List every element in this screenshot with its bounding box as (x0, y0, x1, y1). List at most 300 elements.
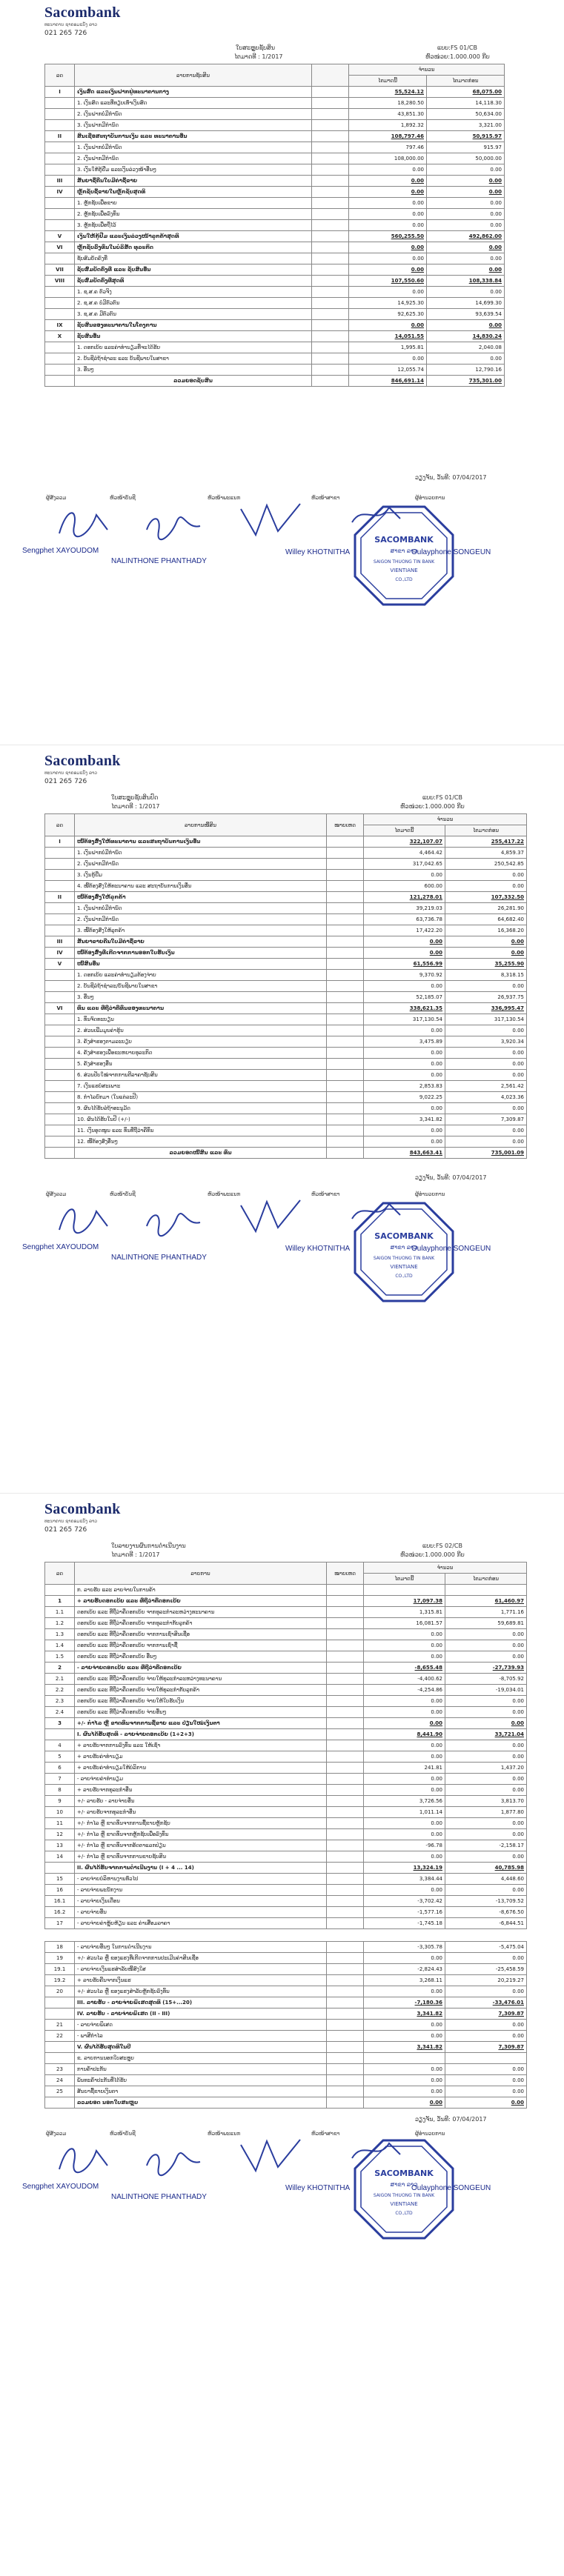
row-prev-period (445, 1585, 527, 1596)
row-note (312, 331, 349, 342)
col-header-prev-period: ໄຕມາດກ່ອນ (445, 1574, 527, 1585)
row-note (327, 2064, 364, 2075)
row-this-period: 0.00 (364, 1774, 445, 1785)
row-note (312, 120, 349, 131)
row-this-period: 0.00 (349, 220, 427, 231)
row-note (327, 1618, 364, 1629)
row-item: + ລາຍຮັບຈາກການລົງທຶນ ແລະ ໃຫ້ເຊົ່າ (75, 1740, 327, 1751)
row-item: 7. ເງິນແຮບໍ່ສະເພາະ (75, 1081, 327, 1092)
row-prev-period: 0.00 (445, 1785, 527, 1796)
row-item: ດອກເບ້ຍ ແລະ ທີ່ຖືວ່າຄືດອກເບ້ຍ ຈາກທຸລະກຳກັບລູກຄ້າ (75, 1618, 327, 1629)
table-row (45, 1663, 527, 1674)
row-prev-period: 0.00 (445, 1629, 527, 1640)
row-no: 19 (45, 1953, 75, 1964)
row-prev-period: -25,458.59 (445, 1964, 527, 1975)
row-this-period: 0.00 (364, 1059, 445, 1070)
row-note (327, 1874, 364, 1885)
row-prev-period: 0.00 (445, 1953, 527, 1964)
table-row (45, 353, 505, 365)
row-this-period: 0.00 (364, 1953, 445, 1964)
row-item: +/- ກຳໄລ ຫຼື ຂາດທຶນຈາກການຂາຍຊັບສິນ (75, 1851, 327, 1863)
row-this-period: 108,000.00 (349, 153, 427, 164)
col-header-this-period: ໄຕມາດນີ້ (349, 76, 427, 87)
row-note (312, 253, 349, 264)
svg-text:VIENTIANE: VIENTIANE (390, 1264, 418, 1270)
row-this-period: 3,475.89 (364, 1036, 445, 1048)
row-note (312, 342, 349, 353)
row-no: 1.4 (45, 1640, 75, 1651)
row-item: 2. ບັນຊີລໍຖ້າຊຳລະ/ບັນຊີພາຍໃນສາຂາ (75, 981, 327, 992)
report-title: ໃບສະຫຼຸບຊັບສິນ (236, 44, 275, 51)
report-date: ວຽງຈັນ, ວັນທີ: 07/04/2017 (415, 2116, 487, 2123)
row-note (327, 1114, 364, 1125)
row-prev-period: 1,437.20 (445, 1763, 527, 1774)
col-header-item: ລາຍການຊັບສິນ (75, 64, 312, 87)
row-item: ດອກເບ້ຍ ແລະ ທີ່ຖືວ່າຄືດອກເບ້ຍ ຈ່າຍໃຫ້ໃບຮັບເງິນ (75, 1696, 327, 1707)
row-note (327, 1807, 364, 1818)
row-note (327, 1796, 364, 1807)
row-prev-period: 0.00 (445, 1851, 527, 1863)
signature-chief-accountant (141, 507, 208, 548)
row-this-period: 0.00 (364, 1103, 445, 1114)
sig-label-chief-accountant: ຫົວໜ້າບັນຊີ (110, 1191, 136, 1197)
row-this-period: 8,441.90 (364, 1729, 445, 1740)
row-prev-period: 492,862.00 (427, 231, 505, 242)
sig-label-director: ຜູ້ອຳນວຍການ (415, 2131, 445, 2137)
row-this-period: 0.00 (364, 948, 445, 959)
row-prev-period: 1,877.80 (445, 1807, 527, 1818)
row-this-period: -8,655.48 (364, 1663, 445, 1674)
table-row (45, 109, 505, 120)
table-row (45, 1070, 527, 1081)
row-prev-period: 0.00 (445, 2086, 527, 2097)
row-this-period: 9,370.92 (364, 970, 445, 981)
row-no: IV (45, 187, 75, 198)
row-this-period: 241.81 (364, 1763, 445, 1774)
row-item: ລວມຍອດ ນອກໃບສະຫຼຸບ (75, 2097, 327, 2109)
table-row (45, 331, 505, 342)
row-this-period: 0.00 (364, 936, 445, 948)
row-prev-period: 0.00 (427, 264, 505, 276)
row-item: ດອກເບ້ຍ ແລະ ທີ່ຖືວ່າຄືດອກເບ້ຍ ຈາກການເຊົ່າສິນເຊື່ອ (75, 1629, 327, 1640)
row-prev-period: 8,318.15 (445, 970, 527, 981)
row-no: 1.1 (45, 1607, 75, 1618)
row-item: 3. ໜີ້ຕ້ອງສົ່ງໃຫ້ລູກຄ້າ (75, 925, 327, 936)
row-item: +/- ກຳໄລ ຫຼື ຂາດທຶນຈາກຫຼັກຊັບເພື່ອລົງທຶນ (75, 1829, 327, 1840)
row-note (327, 1059, 364, 1070)
row-item: ກ. ລາຍຮັບ ແລະ ລາຍຈ່າຍໃນການຄ້າ (75, 1585, 327, 1596)
assets-table (44, 64, 505, 387)
table-row (45, 1618, 527, 1629)
table-row (45, 2020, 527, 2031)
row-prev-period: 250,542.85 (445, 859, 527, 870)
row-item: 3. ເງິນກູ້ຢືມ (75, 870, 327, 881)
row-item: +/- ລາຍຮັບຈາກທຸລະກຳອື່ນ (75, 1807, 327, 1818)
row-this-period: 0.00 (364, 1696, 445, 1707)
row-prev-period: 0.00 (445, 1751, 527, 1763)
row-item: 2. ຫຼັກຊັບເພື່ອລົງທຶນ (75, 209, 312, 220)
table-row (45, 1718, 527, 1729)
row-note (312, 365, 349, 376)
row-note (312, 109, 349, 120)
sig-label-branch-head: ຫົວໜ້າສາຂາ (311, 1191, 340, 1197)
row-note (327, 914, 364, 925)
row-item: 1. ຊ.ສ.ຄ ຕົວຈິງ (75, 287, 312, 298)
row-no: 2.2 (45, 1685, 75, 1696)
row-item: +/- ລາຍຮັບ - ລາຍຈ່າຍອື່ນ (75, 1796, 327, 1807)
row-this-period: 92,625.30 (349, 309, 427, 320)
row-prev-period: 16,368.20 (445, 925, 527, 936)
svg-text:SACOMBANK: SACOMBANK (374, 535, 434, 545)
row-this-period: 0.00 (364, 1651, 445, 1663)
row-prev-period: 0.00 (427, 209, 505, 220)
row-this-period: 4,464.42 (364, 848, 445, 859)
row-note (327, 1953, 364, 1964)
row-note (312, 209, 349, 220)
row-item: ດອກເບ້ຍ ແລະ ທີ່ຖືວ່າຄືດອກເບ້ຍ ຈາກການເຊົ່າຊື້ (75, 1640, 327, 1651)
table-row (45, 153, 505, 164)
row-note (312, 187, 349, 198)
row-this-period: 317,130.54 (364, 1014, 445, 1025)
row-no: 4 (45, 1740, 75, 1751)
row-no (45, 1729, 75, 1740)
sig-label-preparer: ຜູ້ສັງລວມ (46, 2131, 67, 2137)
row-note (312, 287, 349, 298)
row-note (312, 309, 349, 320)
row-this-period: 3,726.56 (364, 1796, 445, 1807)
signer-name-director: Oulayphone SONGEUN (411, 548, 491, 556)
total-this-period: 843,663.41 (364, 1148, 445, 1159)
signature-preparer (52, 2140, 119, 2180)
row-prev-period: 0.00 (445, 1651, 527, 1663)
row-item: 10. ຜົນໄດ້ຮັບໃນປີ (+/-) (75, 1114, 327, 1125)
col-header-no: ລດ (45, 1562, 75, 1585)
row-item: ທຶນ ແລະ ທີ່ຖືວ່າຄືທຶນຂອງທະນາຄານ (75, 1003, 327, 1014)
row-no (45, 1036, 75, 1048)
row-no (45, 98, 75, 109)
row-note (327, 1674, 364, 1685)
row-no: VIII (45, 276, 75, 287)
table-row (45, 164, 505, 176)
table-row (45, 253, 505, 264)
table-row (45, 1707, 527, 1718)
row-prev-period: 0.00 (427, 320, 505, 331)
table-row (45, 120, 505, 131)
row-this-period: -96.78 (364, 1840, 445, 1851)
table-row (45, 1081, 527, 1092)
row-item: - ພາສີກຳໄລ (75, 2031, 327, 2042)
row-no: 19.2 (45, 1975, 75, 1986)
table-row (45, 1125, 527, 1136)
row-this-period: 0.00 (349, 209, 427, 220)
bank-phone: 021 265 726 (44, 30, 87, 37)
row-item: ຂ. ລາຍການນອກໃບສະຫຼຸບ (75, 2053, 327, 2064)
row-item: +/- ສ່ວນໄລ ຫຼື ຂອງແຮງທີ່ເກີດຈາກການປະເມີນຄ່າສິນເຊື່ອ (75, 1953, 327, 1964)
row-no: VI (45, 242, 75, 253)
row-this-period: 0.00 (364, 1048, 445, 1059)
row-item: 1. ເງິນຝາກບໍ່ມີກຳນົດ (75, 903, 327, 914)
row-this-period: 322,107.07 (364, 836, 445, 848)
row-no: 16.1 (45, 1896, 75, 1907)
row-prev-period: 0.00 (427, 176, 505, 187)
row-no: 20 (45, 1986, 75, 1997)
row-item: 3. ຫຼັກຊັບເພື່ອຖືໄວ້ (75, 220, 312, 231)
row-no: IX (45, 320, 75, 331)
row-no: 11 (45, 1818, 75, 1829)
row-this-period: 55,524.12 (349, 87, 427, 98)
row-item: 3. ເງິນໃຫ້ກູ້ຢືມ ແລະເງິນລ່ວງໜ້າອື່ນໆ (75, 164, 312, 176)
row-item: 2. ບັນຊີລໍຖ້າຊຳລະ ແລະ ບັນຊີພາຍໃນສາຂາ (75, 353, 312, 365)
row-item: 2. ຊ.ສ.ຄ ບໍ່ມີຕົວຕົນ (75, 298, 312, 309)
row-note (327, 1148, 364, 1159)
table-row (45, 1885, 527, 1896)
table-row (45, 2008, 527, 2020)
row-note (327, 2031, 364, 2042)
table-row (45, 881, 527, 892)
row-prev-period: 0.00 (445, 981, 527, 992)
signer-name-chief-accountant: NALINTHONE PHANTHADY (111, 1254, 207, 1262)
row-this-period: 0.00 (364, 1718, 445, 1729)
table-row (45, 1942, 527, 1953)
table-row (45, 1092, 527, 1103)
row-this-period: 1,315.81 (364, 1607, 445, 1618)
row-this-period: 0.00 (349, 353, 427, 365)
row-this-period: -1,577.16 (364, 1907, 445, 1918)
row-no (45, 1997, 75, 2008)
table-row (45, 2097, 527, 2109)
row-no: VI (45, 1003, 75, 1014)
row-this-period: 0.00 (364, 1986, 445, 1997)
table-row (45, 1103, 527, 1114)
row-prev-period: 14,830.24 (427, 331, 505, 342)
row-no: X (45, 331, 75, 342)
row-this-period: 0.00 (349, 253, 427, 264)
row-no (45, 253, 75, 264)
row-prev-period: 61,460.97 (445, 1596, 527, 1607)
row-prev-period: 7,309.87 (445, 2008, 527, 2020)
table-row (45, 309, 505, 320)
row-this-period: 0.00 (364, 1751, 445, 1763)
row-no (45, 309, 75, 320)
row-no (45, 365, 75, 376)
row-item: - ລາຍຈ່າຍເງິນເດືອນ (75, 1896, 327, 1907)
bank-logo-subtitle: ທະນາຄານ ຊາຄອມແບັງ ລາວ (44, 22, 98, 27)
row-item: 12. ໜີ້ຕ້ອງສົ່ງອື່ນໆ (75, 1136, 327, 1148)
row-note (327, 1740, 364, 1751)
row-this-period: -7,180.36 (364, 1997, 445, 2008)
row-item: ໜີ້ຕ້ອງສົ່ງໃຫ້ທະນາຄານ ແລະສະຖາບັນການເງິນອື່ນ (75, 836, 327, 848)
row-this-period: 560,255.50 (349, 231, 427, 242)
row-this-period: 0.00 (364, 1829, 445, 1840)
row-prev-period: 14,118.30 (427, 98, 505, 109)
row-prev-period: 0.00 (445, 1740, 527, 1751)
row-prev-period: 0.00 (445, 2075, 527, 2086)
row-note (312, 142, 349, 153)
row-no (45, 1059, 75, 1070)
bank-logo-subtitle: ທະນາຄານ ຊາຄອມແບັງ ລາວ (44, 1519, 98, 1524)
total-prev-period: 735,001.09 (445, 1148, 527, 1159)
row-item: ສັນຍາຂາຍຄືນໃບມີຄ່າຊື້ຂາຍ (75, 936, 327, 948)
row-this-period: 63,736.78 (364, 914, 445, 925)
row-no (45, 903, 75, 914)
table-row (45, 98, 505, 109)
income-table-continued (44, 1941, 527, 2109)
row-note (312, 264, 349, 276)
row-item: + ລາຍຮັບຄືນຈາກເງິນແຮ (75, 1975, 327, 1986)
row-note (327, 2020, 364, 2031)
row-item: ຫຼັກຊັບລົງທຶນໃນບໍລິສັດ ທຸລະກິດ (75, 242, 312, 253)
row-prev-period: 7,309.87 (445, 2042, 527, 2053)
signer-name-preparer: Sengphet XAYOUDOM (22, 1243, 99, 1251)
row-this-period: 14,925.30 (349, 298, 427, 309)
table-row (45, 320, 505, 331)
row-note (327, 1729, 364, 1740)
row-this-period: 0.00 (364, 1025, 445, 1036)
table-row (45, 936, 527, 948)
row-no (45, 1103, 75, 1114)
signature-chief-accountant (141, 1204, 208, 1245)
total-label: ລວມຍອດຊັບສິນ (75, 376, 312, 387)
table-row (45, 1059, 527, 1070)
row-no: 15 (45, 1874, 75, 1885)
row-item: 3. ຄັງສຳຮອງຕາມລະບຽບ (75, 1036, 327, 1048)
row-note (327, 1036, 364, 1048)
table-row (45, 1640, 527, 1651)
row-this-period: 0.00 (349, 320, 427, 331)
signature-department-head (237, 2134, 311, 2178)
sig-label-preparer: ຜູ້ສັງລວມ (46, 495, 67, 501)
row-this-period: -2,824.43 (364, 1964, 445, 1975)
row-note (327, 1136, 364, 1148)
row-item: 2. ສ່ວນເພີ່ມມູນຄ່າຮຸ້ນ (75, 1025, 327, 1036)
row-this-period: 17,097.38 (364, 1596, 445, 1607)
row-prev-period: 0.00 (445, 1774, 527, 1785)
row-no: 23 (45, 2064, 75, 2075)
signer-name-director: Oulayphone SONGEUN (411, 1245, 491, 1253)
row-prev-period: 915.97 (427, 142, 505, 153)
row-this-period: 52,185.07 (364, 992, 445, 1003)
row-prev-period: 0.00 (445, 1103, 527, 1114)
sig-label-director: ຜູ້ອຳນວຍການ (415, 1191, 445, 1197)
row-prev-period: 0.00 (445, 1718, 527, 1729)
row-prev-period: 0.00 (427, 242, 505, 253)
row-item: 11. ເງິນອຸດໜູນ ແລະ ທຶນທີ່ຖືວ່າຄືທຶນ (75, 1125, 327, 1136)
row-note (312, 353, 349, 365)
row-prev-period: 0.00 (445, 1829, 527, 1840)
row-this-period: 121,278.01 (364, 892, 445, 903)
table-row (45, 1048, 527, 1059)
row-note (312, 131, 349, 142)
row-no (45, 2008, 75, 2020)
row-no (45, 2053, 75, 2064)
col-header-amount: ຈຳນວນ (349, 64, 505, 76)
row-this-period: 338,621.35 (364, 1003, 445, 1014)
table-row (45, 1607, 527, 1618)
row-item: ດອກເບ້ຍ ແລະ ທີ່ຖືວ່າຄືດອກເບ້ຍ ຈ່າຍອື່ນໆ (75, 1707, 327, 1718)
row-note (327, 1651, 364, 1663)
table-row (45, 298, 505, 309)
row-no: 17 (45, 1918, 75, 1929)
sig-label-branch-head: ຫົວໜ້າສາຂາ (311, 2131, 340, 2137)
report-form-code: ແບບ:FS 01/CB (437, 44, 477, 51)
row-this-period (364, 1585, 445, 1596)
row-prev-period: 0.00 (445, 1640, 527, 1651)
bank-logo: Sacombank (44, 753, 121, 769)
row-note (327, 992, 364, 1003)
row-item: +/- ສ່ວນໄລ ຫຼື ຂອງແຮງສຳລັບຫຼັກຊັບລົງທຶນ (75, 1986, 327, 1997)
row-item: 1. ທຶນຈົດທະບຽນ (75, 1014, 327, 1025)
row-prev-period: 26,281.90 (445, 903, 527, 914)
row-this-period: 0.00 (349, 187, 427, 198)
row-prev-period: 50,915.97 (427, 131, 505, 142)
liabilities-table (44, 813, 527, 1159)
sig-label-preparer: ຜູ້ສັງລວມ (46, 1191, 67, 1197)
svg-text:SACOMBANK: SACOMBANK (374, 2169, 434, 2178)
row-prev-period: 68,075.00 (427, 87, 505, 98)
sig-label-branch-head: ຫົວໜ້າສາຂາ (311, 495, 340, 501)
row-note (327, 1081, 364, 1092)
row-note (327, 1863, 364, 1874)
table-row (45, 1997, 527, 2008)
row-no: 1.5 (45, 1651, 75, 1663)
row-item: +/- ກຳໄລ ຫຼື ຂາດທຶນຈາກອັດຕາແລກປ່ຽນ (75, 1840, 327, 1851)
row-no (45, 981, 75, 992)
row-this-period: -4,254.86 (364, 1685, 445, 1696)
row-no (45, 1585, 75, 1596)
row-prev-period: 0.00 (445, 1696, 527, 1707)
row-no (45, 342, 75, 353)
row-no: 16.2 (45, 1907, 75, 1918)
report-period: ໄຕມາດທີ : 1/2017 (234, 53, 283, 60)
row-no: II (45, 892, 75, 903)
report-unit: ຫົວໜ່ວຍ:1.000.000 ກີບ (400, 1551, 465, 1558)
row-prev-period: 0.00 (427, 353, 505, 365)
row-this-period: 18,280.50 (349, 98, 427, 109)
row-note (327, 1685, 364, 1696)
row-item: 4. ຄັງສຳຮອງເພື່ອຂະຫຍາຍທຸລະກິດ (75, 1048, 327, 1059)
row-no: 1 (45, 1596, 75, 1607)
row-this-period (364, 2053, 445, 2064)
row-item: ສັນຍາຊື້ຂາຍເງິນຕາ (75, 2086, 327, 2097)
table-row (45, 1729, 527, 1740)
table-row (45, 1807, 527, 1818)
table-row (45, 959, 527, 970)
row-note (327, 1607, 364, 1618)
col-header-this-period: ໄຕມາດນີ້ (364, 1574, 445, 1585)
row-this-period: 0.00 (364, 2097, 445, 2109)
col-header-prev-period: ໄຕມາດກ່ອນ (445, 825, 527, 836)
row-note (327, 2075, 364, 2086)
row-this-period: 317,042.65 (364, 859, 445, 870)
row-prev-period: 0.00 (445, 1707, 527, 1718)
row-no: 2 (45, 1663, 75, 1674)
row-prev-period: 0.00 (427, 287, 505, 298)
signer-name-preparer: Sengphet XAYOUDOM (22, 2183, 99, 2191)
signer-name-chief-accountant: NALINTHONE PHANTHADY (111, 557, 207, 565)
row-this-period: 0.00 (349, 264, 427, 276)
row-prev-period: 50,634.00 (427, 109, 505, 120)
row-item: ເງິນສົດ ແລະເງິນຝາກຢູ່ທະນາຄານກາງ (75, 87, 312, 98)
page-income-statement (0, 1497, 564, 2576)
table-row (45, 836, 527, 848)
col-header-no: ລດ (45, 64, 75, 87)
bank-phone: 021 265 726 (44, 778, 87, 785)
row-item: 3. ອື່ນໆ (75, 365, 312, 376)
row-no (45, 2042, 75, 2053)
table-row (45, 198, 505, 209)
row-this-period: 0.00 (349, 176, 427, 187)
row-no: 1.3 (45, 1629, 75, 1640)
